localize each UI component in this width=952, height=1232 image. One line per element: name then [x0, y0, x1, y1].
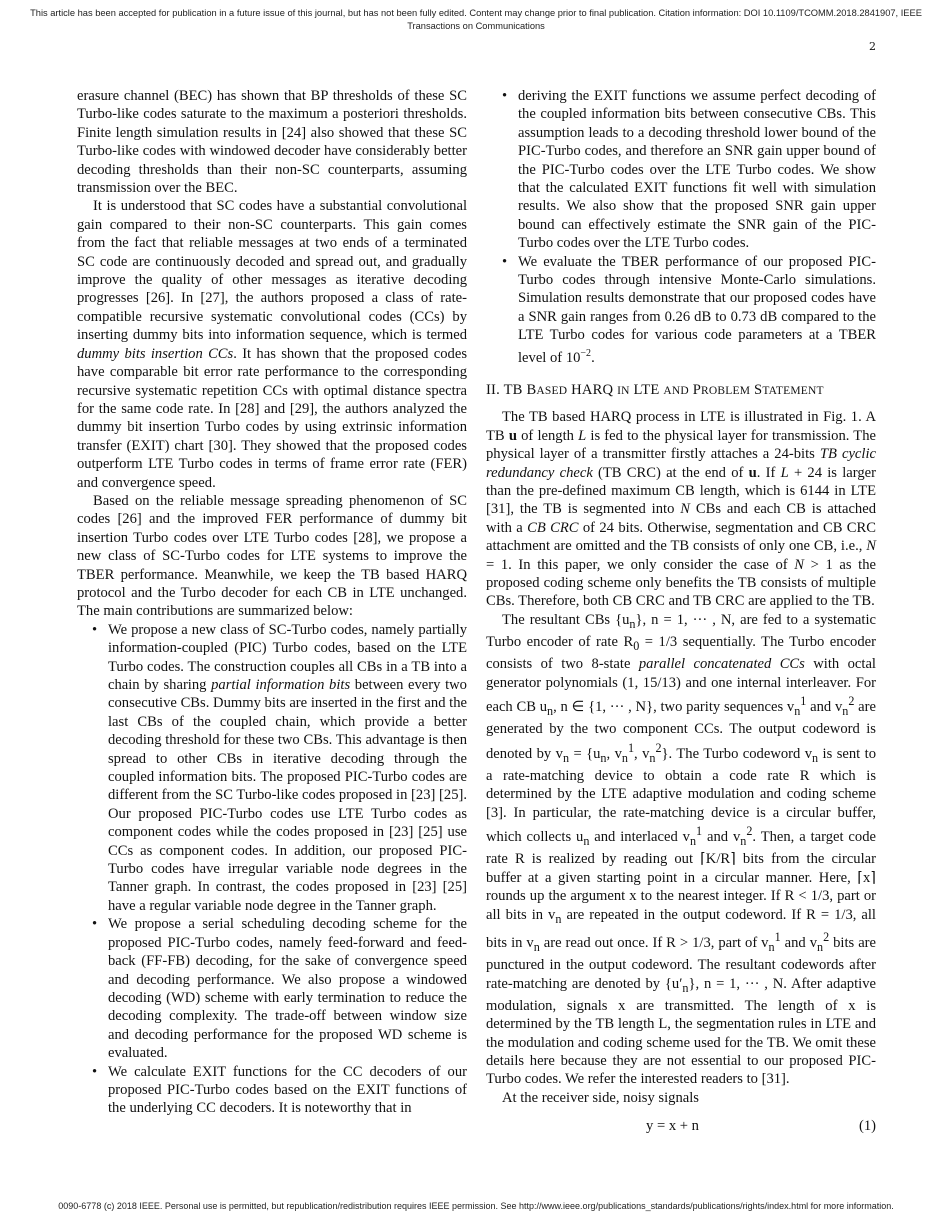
equation: y = x + n — [646, 1118, 699, 1135]
paragraph: The TB based HARQ process in LTE is illustrated in Fig. 1. A TB u of length L is fed to the physical layer for transmission. The physical layer of a transmitter firstly attaches a 24-bits TB cyclic redundancy check (TB CRC) at the end of u. If L + 24 is larger than the pre-defined maximum CB length, which is 6144 in LTE [31], the TB is segmented into N CBs and each CB is attached with a CB CRC of 24 bits. Otherwise, segmentation and CB CRC attachment are omitted and the TB consists of only one CB, i.e., N = 1. In this paper, we only consider the case of N > 1 as the proposed coding scheme only benefits the TB consists of multiple CBs. Therefore, both CB CRC and TB CRC are applied to the TB. — [486, 409, 876, 610]
equation-1 — [486, 1113, 876, 1137]
section-heading: II. TB BASED HARQ IN LTE AND PROBLEM STATEMENT — [486, 381, 824, 398]
paragraph: The resultant CBs $\{u_n\}$, n = 1, ··· , N, are fed to a systematic Turbo encoder of rate $R_0 = 1/3$ sequentially. The Turbo encoder consists of two 8-state parallel concatenated CCs with octal generator polynomials (1, 15/13) and one internal interleaver. For each CB $u_n$, n ∈ {1, ··· , N}, two parity sequences $v_n^1$ and $v_n^2$ are generated by the two component CCs. The output codeword is denoted by $v_n = \{u_n$, $v_n^1$, $v_n^2$}. The Turbo codeword $v_n$ is sent to a rate-matching device to obtain a code rate R which is determined by the LTE adaptive modulation and coding scheme [3]. In particular, the rate-matching device is a circular buffer, which collects $u_n$ and interlaced $v_n^1$ and $v_n^2$. Then, a target code rate R is realized by reading out ⌈K/R⌉ bits from the circular buffer at a given starting point in a circular manner. Here, ⌈x⌉ rounds up the argument x to the nearest integer. If R < 1/3, part or all bits in $v_n$ are repeated in the output codeword. If R = 1/3, all bits in $v_n$ are read out once. If R > 1/3, part of $v_n^1$ and $v_n^2$ bits are punctured in the output codeword. The resultant codewords after rate-matching are denoted by $\{u'_n\}$, n = 1, ··· , N. After adaptive modulation, signals x are transmitted. The length of x is determined by the TB length L, the segmentation rules in LTE and the modulation and coding scheme used for the TB. We omit these details here because they are not essential to our proposed PIC-Turbo codes. We refer the interested readers to [31]. — [486, 611, 877, 1088]
list-item: • We evaluate the TBER performance of our proposed PIC-Turbo codes through intensive Monte-Carlo simulations. Simulation results demonstrate that our proposed codes have a SNR gain ranges from 0.26 dB to 0.73 dB compared to the LTE Turbo codes for various code parameters at a TBER level of $10^{-2}$. — [486, 253, 876, 367]
page-footer: 0090-6778 (c) 2018 IEEE. Personal use is permitted, but republication/redistribution requires IEEE permission. See http://www.ieee.org/publications_standards/publications/rights/index.html for more information. — [58, 1201, 894, 1211]
page-number: 2 — [869, 40, 876, 53]
paragraph: Based on the reliable message spreading phenomenon of SC codes [26] and the improved FER performance of dummy bit insertion Turbo codes over LTE Turbo codes [28], we propose a new class of SC-Turbo codes for LTE systems to improve the TBER performance. Meanwhile, we keep the TB based HARQ protocol and the Turbo decoder for each CB in LTE unchanged. The main contributions are summarized below: — [77, 492, 467, 620]
list-item: • We propose a new class of SC-Turbo codes, namely partially information-coupled (PIC) Turbo codes, based on the LTE Turbo codes. The construction couples all CBs in a TB into a chain by sharing partial information bits between every two consecutive CBs. Dummy bits are inserted in the first and the last CBs of the coupled chain, which provide a better decoding threshold for these two CBs. This advantage is then spread to other CBs in iterative decoding through the coupled information bits. The proposed PIC-Turbo codes are different from the SC Turbo-like codes proposed in [23] [25]. Our proposed PIC-Turbo codes use LTE Turbo codes as component codes while the codes proposed in [23] [25] use CCs as component codes. In addition, our proposed PIC-Turbo codes have irregular variable node degrees in the Tanner graph. In contrast, the codes proposed in [23] [25] have a regular variable node degree in the Tanner graph. — [77, 621, 467, 916]
list-item: • We calculate EXIT functions for the CC decoders of our proposed PIC-Turbo codes based on the EXIT functions of the underlying CC decoders. It is noteworthy that in — [77, 1063, 467, 1118]
header-line-1: This article has been accepted for publication in a future issue of this journal, but has not been fully edited. Content may change prior to final publication. Citation information: DOI 10.1109/TCOMM.2018.2841907, IEEE — [30, 8, 922, 18]
right-column — [486, 87, 876, 1137]
contributions-list-cont — [486, 87, 876, 367]
page-header — [0, 7, 952, 33]
paragraph: It is understood that SC codes have a substantial convolutional gain compared to their non-SC counterparts. This gain comes from the fact that reliable messages at two ends of a terminated SC code are continuously decoded and spread out, and gradually improve the quality of other messages as iterative decoding progresses [26]. In [27], the authors proposed a class of rate-compatible recursive systematic convolutional codes (CCs) by inserting dummy bits into information sequence, which is termed dummy bits insertion CCs. It has shown that the proposed codes have comparable bit error rate performance to the corresponding recursive systematic repetition CCs with optimal distance spectra for the same code rate. In [28] and [29], the authors analyzed the dummy bit insertion Turbo codes by using extrinsic information transfer (EXIT) chart [30]. They showed that the proposed codes outperform LTE Turbo codes in terms of frame error rate (FER) and convergence speed. — [77, 198, 468, 491]
left-column — [77, 87, 467, 1118]
paragraph: erasure channel (BEC) has shown that BP thresholds of these SC Turbo-like codes saturate to the maximum a posteriori thresholds. Finite length simulation results in [24] also showed that these SC Turbo-like codes with windowed decoder have considerably better decoding thresholds than their non-SC counterparts, assuming transmission over the BEC. — [77, 88, 467, 197]
paragraph: At the receiver side, noisy signals — [502, 1089, 699, 1106]
list-item-continued: • deriving the EXIT functions we assume perfect decoding of the coupled information bits between consecutive CBs. This assumption leads to a decoding threshold lower bound of the PIC-Turbo codes, and therefore an SNR gain upper bound of the PIC-Turbo codes over the LTE Turbo codes. We show that the calculated EXIT functions fit well with simulation results. We also show that the proposed SNR gain upper bound can effectively estimate the SNR gain of the PIC-Turbo codes over the LTE Turbo codes. — [486, 87, 876, 253]
equation-number: (1) — [858, 1118, 876, 1135]
contributions-list — [77, 621, 467, 1118]
header-line-2: Transactions on Communications — [407, 21, 545, 31]
list-item: • We propose a serial scheduling decoding scheme for the proposed PIC-Turbo codes, namely feed-forward and feed-back (FF-FB) decoding, for the sake of convergence speed and decoding performance. We also propose a windowed decoding (WD) scheme with early termination to reduce the decoding complexity. The trade-off between window size and decoding performance for the proposed WD scheme is evaluated. — [77, 915, 467, 1062]
